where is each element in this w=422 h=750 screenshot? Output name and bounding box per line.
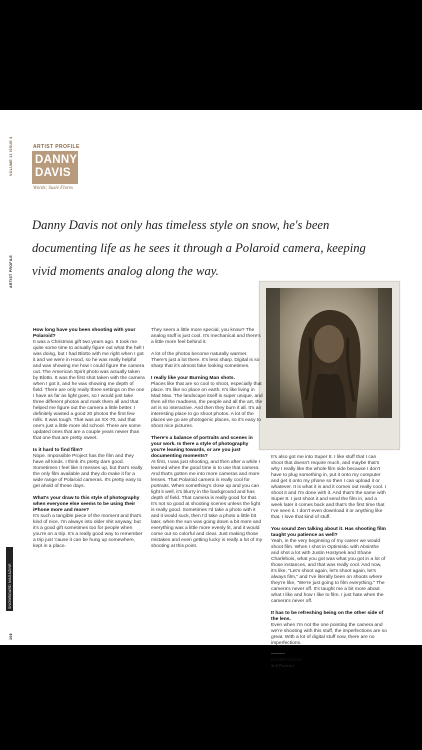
article-column-1 bbox=[33, 328, 145, 556]
title-line-1: DANNY bbox=[35, 154, 78, 166]
article-column-2 bbox=[151, 328, 263, 556]
volume-label: VOLUME 13 ISSUE 4 bbox=[9, 136, 13, 176]
title-line-2: DAVIS bbox=[35, 167, 71, 179]
interview-answer: Places like that are so cool to shoot, especially that place. It's like no place on earth. It's like living in Mad Max. The landscape itself is super unique, and then all the madness, the people and all the art, the art is so interactive. And then they burn it all. It's an interesting place to go shoot photos. A lot of the places we go are photogenic places, so it's easy to shoot nice pictures. bbox=[151, 382, 263, 429]
interview-answer: At first, I was just shooting, and then after a while I learned when the good time is to use that camera. And that's gotten me into more cameras and more lenses. That Polaroid camera is really cool for portraits. When something's close up and you can light it well, it's blurry in the background and has depth of field. That camera is really good for that. It's not so good at shooting scenes unless the light is really good. Sometimes I'd take a photo with it and it would suck, then I'd take a photo a little bit later, when the sun was going down a bit more and everything was a little more evenly lit, and it would come out so colorful and clear. Just making those mistakes and even getting lucky is really a lot of my shooting at this point. bbox=[151, 460, 263, 549]
photo-credit-role: Self Portrait bbox=[271, 663, 294, 668]
interview-answer: It's also got me into Super 8. I like stuff that I can shoot that doesn't require much, and maybe that's why I really like the whole film side because I don't have to plug something in, put it onto my computer and get it onto my phone so then I can upload it or whatever. It is what it is and it comes out really cool. I shoot it and I'm done with it. And that's the same with Super 8. I just shoot it and send the film in, and a week later it comes back and that's the first time that I've seen it. I don't even download it or anything like that. I love that kind of stuff. bbox=[271, 455, 386, 520]
portrait-image bbox=[266, 288, 392, 418]
article-column-3 bbox=[271, 455, 387, 669]
interview-answer: They seem a little more special, you know? The analog stuff is just cool. It's mechanical and there's a little more feel behind it. bbox=[151, 328, 261, 345]
byline: Words: Susie Flores bbox=[33, 186, 73, 191]
interview-question: You sound Zen talking about it. Has shooting film taught you patience as well? bbox=[271, 527, 386, 538]
portrait-drawing bbox=[266, 288, 392, 418]
photo-credit-name: DANNY DAVIS bbox=[271, 657, 303, 662]
page-number: 108 bbox=[9, 633, 13, 640]
interview-question: It has to be refreshing being on the other side of the lens. bbox=[271, 611, 384, 622]
interview-question: I really like your Burning Man shots. bbox=[151, 376, 235, 381]
interview-question: How long have you been shooting with your Polaroid? bbox=[33, 328, 136, 339]
section-label: ARTIST PROFILE bbox=[9, 254, 13, 288]
signature-rule bbox=[271, 653, 285, 654]
standfirst: Danny Davis not only has timeless style on snow, he's been documenting life as he sees it through a Polaroid camera, keeping vivid moments analog along the way. bbox=[32, 218, 366, 278]
interview-answer: It's such a tangible piece of the moment and that's kind of nice. I'm always into older shit anyway, but it's a good gift sometimes too for people when you're on a trip. It's a really good way to remember a trip just 'cause it can be hung up somewhere, kept in a place. bbox=[33, 514, 143, 549]
magazine-label: SNOWBOARD MAGAZINE bbox=[8, 563, 12, 609]
interview-question: What's your draw to this style of photography when everyone else seems to be using their iPhone more and more? bbox=[33, 496, 140, 513]
interview-question: Is it hard to find film? bbox=[33, 448, 83, 453]
article-title bbox=[32, 151, 78, 184]
interview-answer: Nope. Impossible Project has the film and they have all kinds. I think it's pretty darn good. Sometimes I feel like it messes up, but that's really the only film available and they do make it for a wide range of Polaroid cameras. It's pretty easy to get ahold of these days. bbox=[33, 454, 143, 489]
interview-answer: It was a Christmas gift two years ago. It took me quite some time to actually figure out what the hell I was doing, but I had Blotto with me right when I got it and we were in Hood, so he was really helpful and was showing me how I could figure the camera out. The American Spirit photo was actually taken by Blotto. It was the first shot taken with the camera when I got it, and he was showing me depth of field. There are only really three settings on the one I have as far as light goes, so I would just take three different photos and mark them all and that helped me figure out the camera a little better. I definitely wasted a good 20 photos the first few rolls. It was tough. That was an SX-70, and that one's just a little more old school. There are some updated ones that are a couple years newer than that one that are pretty sweet. bbox=[33, 340, 145, 441]
interview-answer: Even when I'm not the one pointing the camera and we're shooting with this stuff, the imperfections are so great. With a lot of digital stuff now, there are no imperfections. bbox=[271, 623, 387, 646]
section-kicker: ARTIST PROFILE bbox=[33, 144, 80, 150]
interview-answer: Yeah, in the very beginning of my career we would shoot film. When I shot in Optimistic with Absinthe and shot a lot with Justin Hostynek and Shane Charlebois, what you got was what you got in a lot of those instances, and that was really cool. And now, it's like, "Let's shoot again, let's shoot again, let's always film," and I've literally been on shoots where they're like, "We're just going to film everything." The camera's never off. It's taught me a bit more about what I like and how I like to film. I just hate when the camera's never off. bbox=[271, 539, 386, 604]
interview-question: There's a balance of portraits and scenes in your work. Is there a style of photography you're leaning towards, or are you just documenting moments? bbox=[151, 436, 253, 459]
page-rail bbox=[0, 110, 30, 645]
interview-answer: A lot of the photos become naturally warmer. There's just a lot there. It's less sharp. Digital is so sharp that it's almost fake looking sometimes. bbox=[151, 352, 260, 369]
polaroid-photo bbox=[259, 281, 400, 450]
magazine-page bbox=[0, 110, 422, 668]
article-column-3-body bbox=[271, 455, 387, 647]
